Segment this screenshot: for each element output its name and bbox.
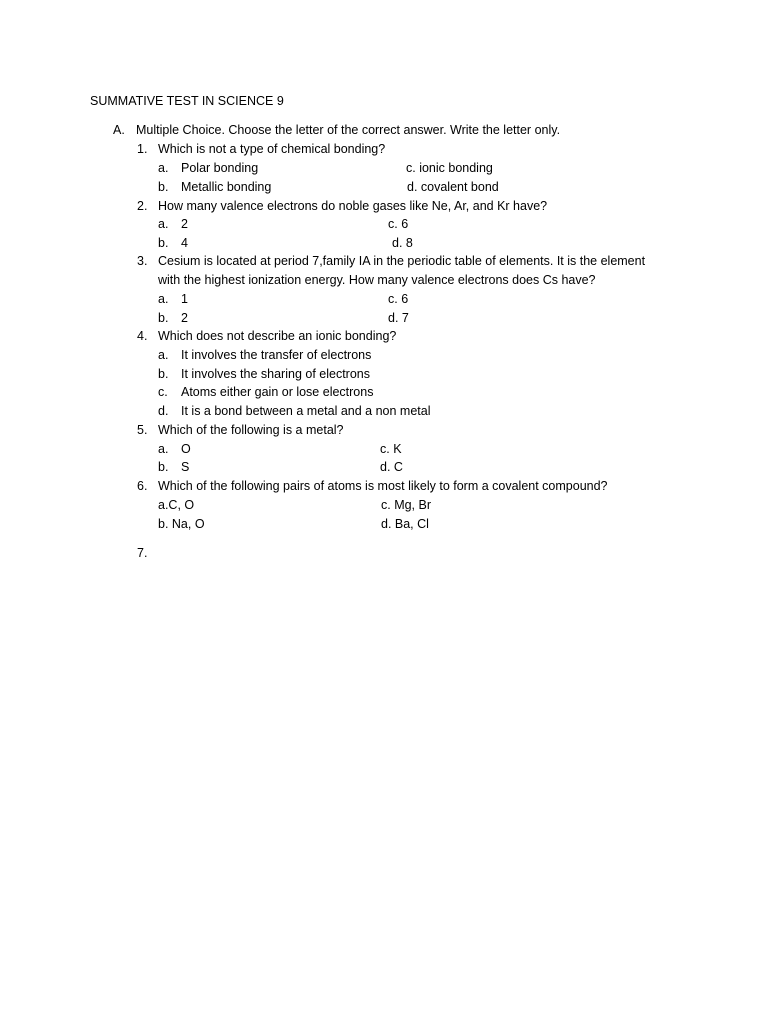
question-number: 2. bbox=[137, 199, 148, 213]
question-text: with the highest ionization energy. How many valence electrons does Cs have? bbox=[158, 273, 596, 287]
option-letter: d. bbox=[158, 404, 169, 418]
option-text: 1 bbox=[181, 292, 188, 306]
option-text: It involves the sharing of electrons bbox=[181, 367, 370, 381]
option-letter: b. bbox=[158, 367, 169, 381]
option-letter: b. bbox=[158, 180, 169, 194]
option-letter: a. bbox=[158, 442, 169, 456]
question-text: How many valence electrons do noble gases like Ne, Ar, and Kr have? bbox=[158, 199, 548, 213]
option-letter: b. bbox=[158, 460, 169, 474]
option-text: O bbox=[181, 442, 191, 456]
option-text: It is a bond between a metal and a non metal bbox=[181, 404, 431, 418]
option-label: d. C bbox=[380, 460, 403, 474]
option-label: b. Na, O bbox=[158, 517, 205, 531]
option-text: Metallic bonding bbox=[181, 180, 272, 194]
option-label: d. 7 bbox=[388, 311, 409, 325]
section-letter: A. bbox=[113, 123, 125, 137]
option-text: 2 bbox=[181, 311, 188, 325]
option-text: S bbox=[181, 460, 190, 474]
question-text: Which does not describe an ionic bonding? bbox=[158, 329, 397, 343]
option-letter: a. bbox=[158, 161, 169, 175]
option-label: c. Mg, Br bbox=[381, 498, 432, 512]
option-label: c. K bbox=[380, 442, 402, 456]
option-letter: a. bbox=[158, 217, 169, 231]
question-text: Which of the following pairs of atoms is most likely to form a covalent compound? bbox=[158, 479, 608, 493]
question-number: 6. bbox=[137, 479, 148, 493]
option-label: d. covalent bond bbox=[407, 180, 499, 194]
option-label: d. 8 bbox=[392, 236, 413, 250]
question-text: Which is not a type of chemical bonding? bbox=[158, 142, 386, 156]
option-letter: a. bbox=[158, 292, 169, 306]
option-label: d. Ba, Cl bbox=[381, 517, 429, 531]
option-letter: b. bbox=[158, 236, 169, 250]
question-number: 7. bbox=[137, 546, 148, 560]
option-letter: a. bbox=[158, 348, 169, 362]
option-label: c. ionic bonding bbox=[406, 161, 493, 175]
option-text: Polar bonding bbox=[181, 161, 259, 175]
question-number: 4. bbox=[137, 329, 148, 343]
option-text: It involves the transfer of electrons bbox=[181, 348, 372, 362]
question-number: 1. bbox=[137, 142, 148, 156]
option-text: Atoms either gain or lose electrons bbox=[181, 385, 374, 399]
option-label: c. 6 bbox=[388, 292, 409, 306]
question-text: Cesium is located at period 7,family IA in the periodic table of elements. It is the element bbox=[158, 254, 646, 268]
page-title: SUMMATIVE TEST IN SCIENCE 9 bbox=[90, 94, 284, 108]
question-text: Which of the following is a metal? bbox=[158, 423, 344, 437]
option-label: a.C, O bbox=[158, 498, 195, 512]
option-text: 2 bbox=[181, 217, 188, 231]
section-instructions: Multiple Choice. Choose the letter of the correct answer. Write the letter only. bbox=[136, 123, 561, 137]
option-letter: c. bbox=[158, 385, 168, 399]
option-label: c. 6 bbox=[388, 217, 409, 231]
question-number: 5. bbox=[137, 423, 148, 437]
question-number: 3. bbox=[137, 254, 148, 268]
option-letter: b. bbox=[158, 311, 169, 325]
option-text: 4 bbox=[181, 236, 188, 250]
